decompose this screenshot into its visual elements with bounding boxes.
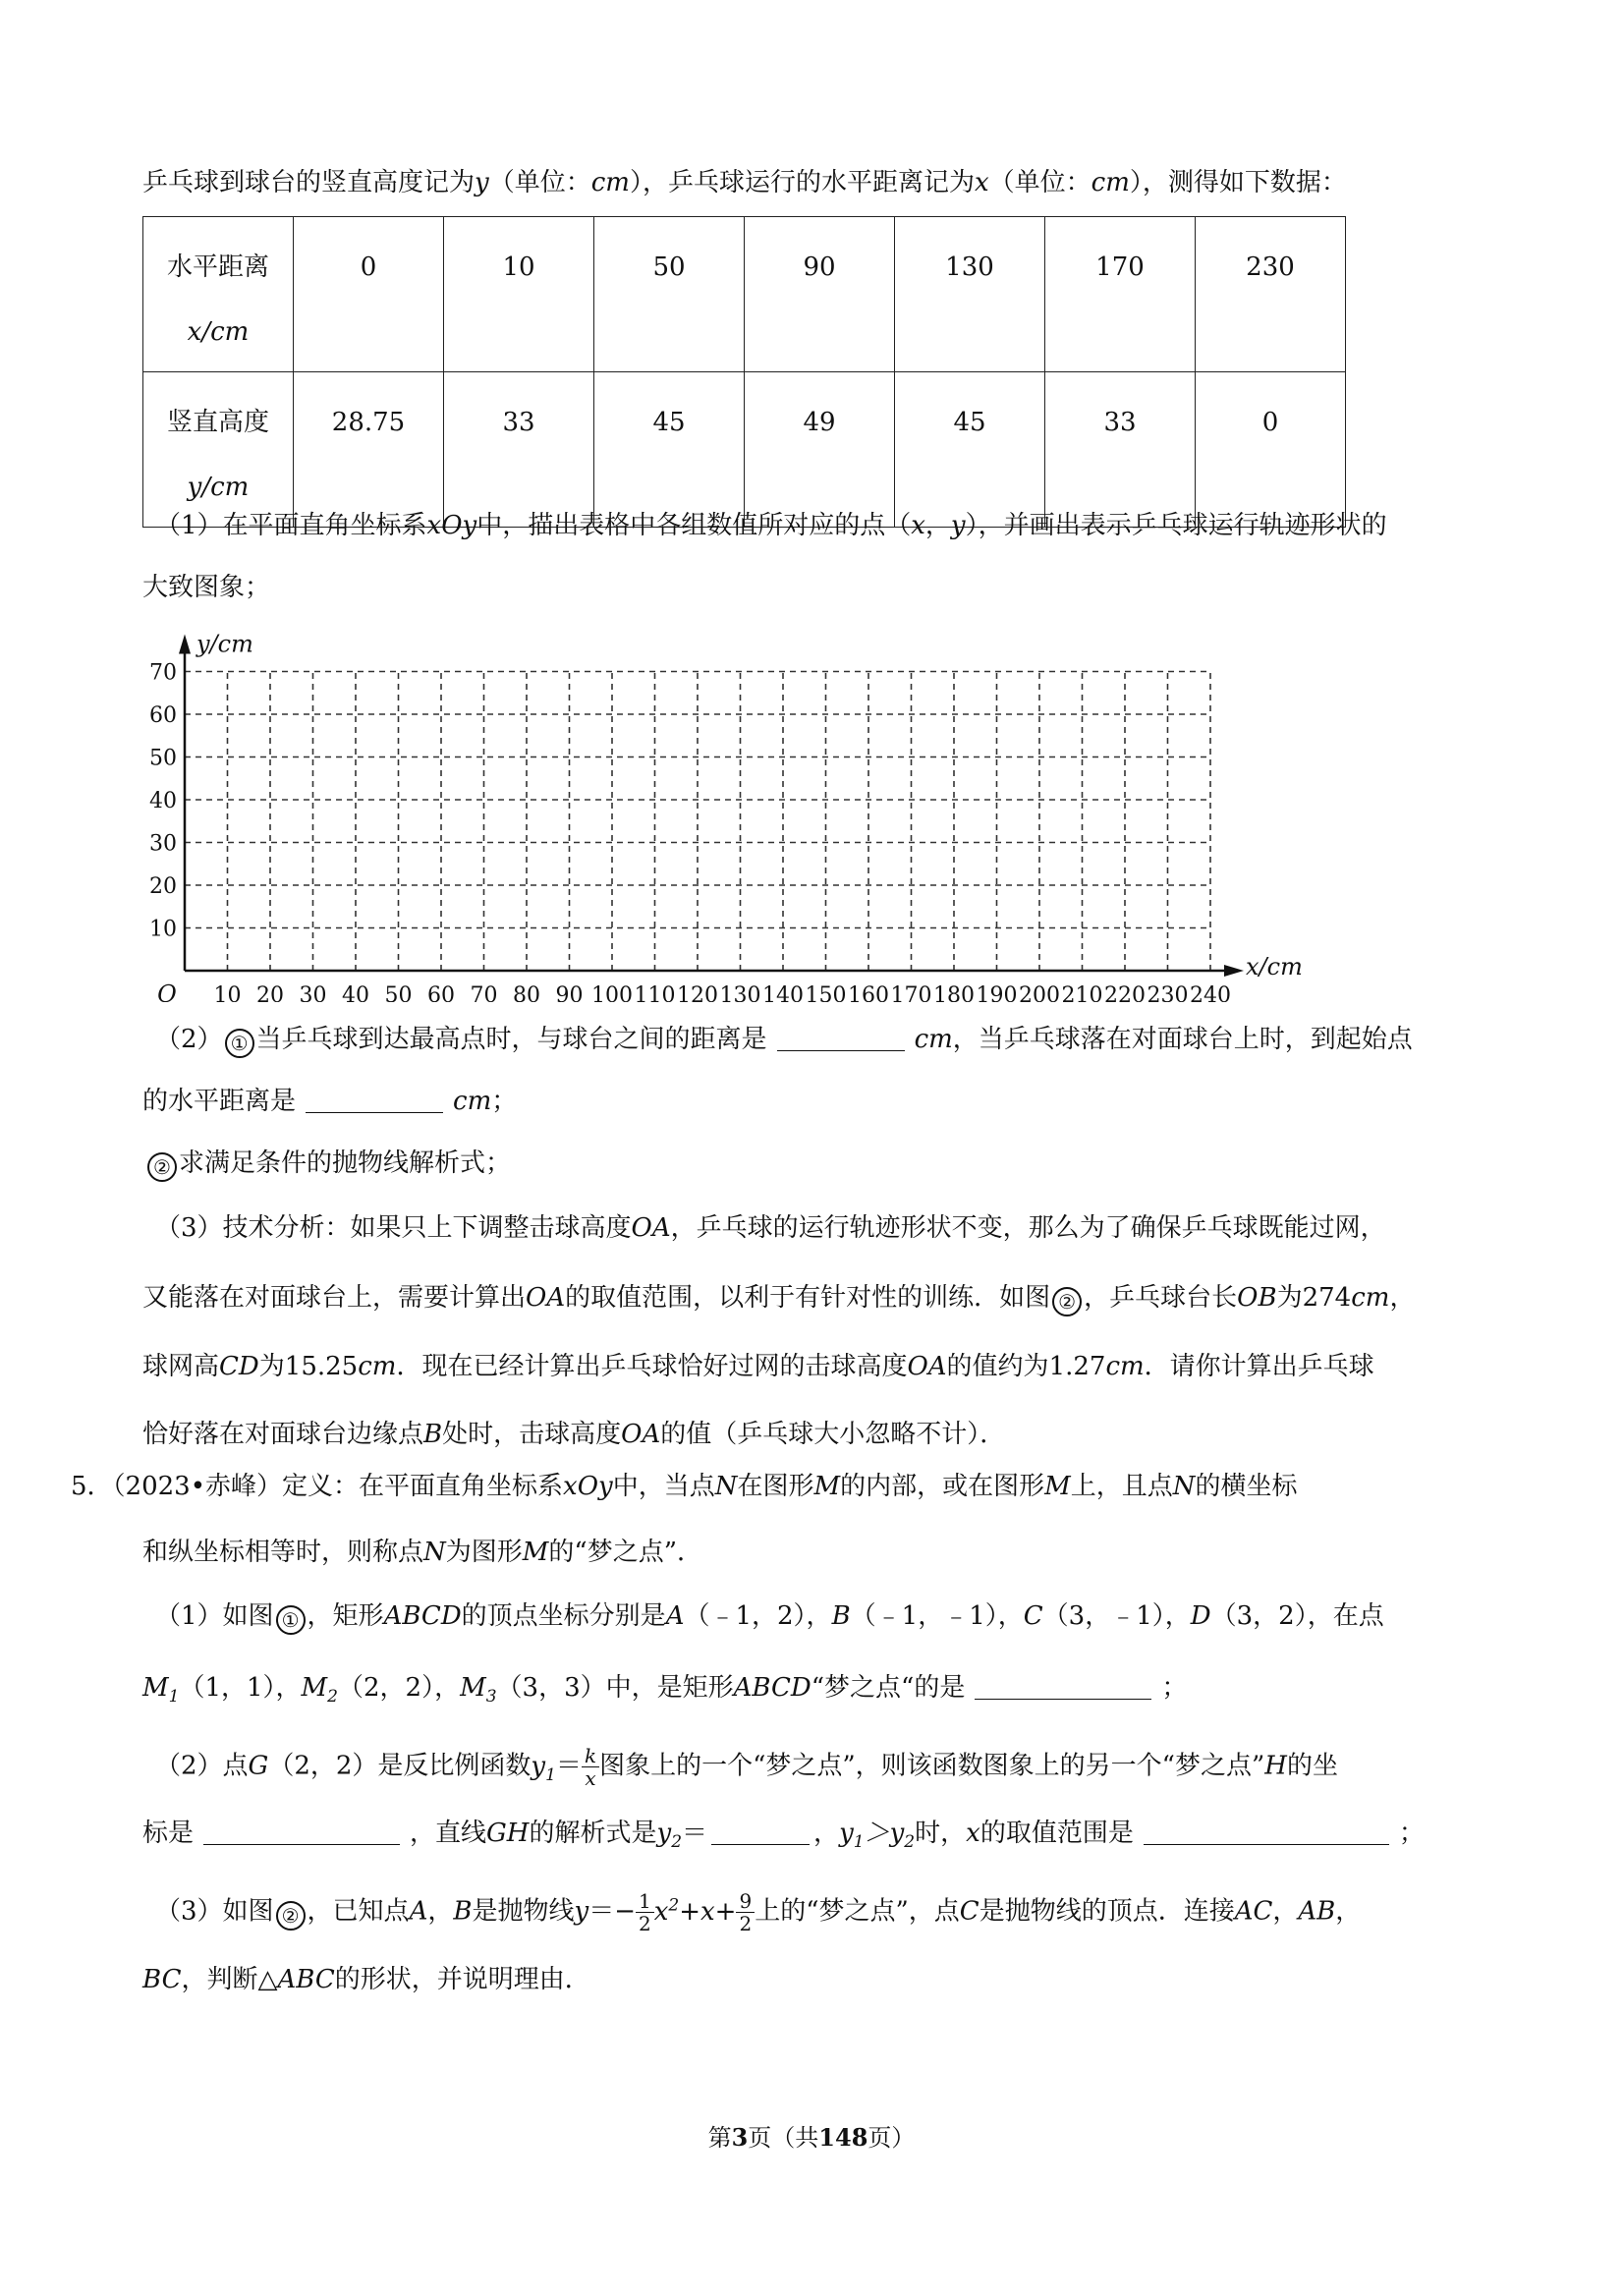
segment-ab: AB [1298,1896,1336,1927]
point-a: A [665,1601,685,1631]
fraction-numerator: 9 [736,1890,755,1913]
comma: ， [924,511,951,540]
coord-system: xOy [426,511,477,540]
point-m2: $M_2$ [301,1673,338,1708]
rect-abcd: ABCD [383,1601,462,1631]
p5-text: 和纵坐标相等时，则称点 [142,1538,424,1567]
x-tick-label: 220 [1104,983,1146,1002]
p5-text: 的内部，或在图形 [840,1472,1045,1501]
footer-text: 页） [867,2124,916,2152]
data-table [142,216,1346,528]
problem-5-sub-2-line-1 [155,1745,1338,1789]
fraction-k-over-x [582,1745,599,1789]
figure-m: M [813,1472,841,1501]
x-axis-label: x/cm [1246,953,1303,980]
q2-text: ； [491,1087,518,1116]
figure-m: M [1044,1472,1071,1501]
p5-text: （3）如图 [155,1896,274,1927]
p5-text: ； [1398,1819,1425,1848]
x-axis-arrow-icon [1224,965,1244,977]
x-tick-label: 60 [427,983,455,1002]
p5-text: 中，当点 [612,1472,715,1501]
equals-sign: ＝ [555,1751,582,1781]
point-h: H [1264,1751,1287,1781]
p5-text: “梦之点“的是 [811,1673,966,1703]
point-d: D [1190,1601,1211,1631]
value-274: 274 [1302,1283,1352,1313]
unit-cm: cm [1091,168,1130,197]
p5-text: 的坐 [1286,1751,1338,1781]
point-b: B [831,1601,851,1631]
point-m1: $M_1$ [142,1673,180,1708]
q3-text: 处时，击球高度 [442,1420,622,1449]
problem-5-line-2 [142,1535,702,1570]
y1-gt-y2: $y_1>y_2$ [839,1819,916,1853]
y-tick-label: 20 [149,874,177,899]
circled-one-icon: ① [276,1605,306,1635]
value-1-27: 1.27 [1048,1352,1106,1381]
table-cell: 45 [594,372,745,528]
table-cell: 230 [1196,217,1346,372]
q2-text: ，当乒乓球落在对面球台上时，到起始点 [952,1025,1413,1054]
x-tick-label: 140 [762,983,804,1002]
fraction-denominator: x [585,1766,596,1790]
p5-text: （2）点 [155,1751,249,1781]
coord: （1，1）， [179,1673,302,1703]
circled-one-icon: ① [225,1029,254,1058]
origin-label: O [157,980,177,1002]
fraction-half [636,1890,654,1934]
fraction-nine-halves [736,1890,755,1934]
table-cell: 0 [1196,372,1346,528]
p5-text: ， [1335,1896,1362,1927]
question-3-line-2 [142,1280,1415,1316]
p5-text: ，直线 [410,1819,487,1848]
p5-text: 的取值范围是 [979,1819,1134,1848]
var-x: x [966,1819,980,1848]
p5-text: 的顶点坐标分别是 [461,1601,666,1631]
x-tick-label: 150 [805,983,847,1002]
p5-text: 时， [915,1819,967,1848]
table-cell: 130 [895,217,1045,372]
total-pages: 148 [818,2123,868,2152]
point-g: G [248,1751,269,1781]
y-axis-label: y/cm [196,630,253,658]
point-b: B [453,1896,473,1927]
q1-text: 中，描出表格中各组数值所对应的点（ [476,511,912,540]
q3-text: 的值约为 [946,1352,1049,1381]
segment-ob: OB [1237,1283,1277,1313]
table-cell: 170 [1045,217,1196,372]
q3-text: ， [1389,1283,1416,1313]
x-tick-label: 70 [470,983,498,1002]
circled-two-icon: ② [1052,1287,1082,1316]
p5-text: （2，2）是反比例函数 [268,1751,532,1781]
q1-text: 大致图象； [142,573,271,602]
circled-two-icon: ② [276,1901,306,1931]
unit-cm: cm [590,168,630,197]
table-cell: 90 [745,217,895,372]
table-header-cell [143,372,294,528]
p5-text: ，判断△ [181,1965,278,1994]
answer-blank[interactable] [975,1673,1151,1700]
p5-text: ； [1161,1673,1188,1703]
coord: （﹣1，2）， [684,1601,832,1631]
page-number: 3 [731,2123,749,2152]
table-cell: 10 [444,217,594,372]
x-tick-label: 230 [1147,983,1189,1002]
unit-label: （单位： [488,168,591,197]
p5-text: 图象上的一个“梦之点”，则该函数图象上的另一个“梦之点” [599,1751,1265,1781]
q3-text: ，乒乓球的运行轨迹形状不变，那么为了确保乒乓球既能过网， [670,1213,1386,1243]
q3-text: 为 [1276,1283,1303,1313]
value-15-25: 15.25 [284,1352,359,1381]
p5-text: 5．（2023•赤峰）定义：在平面直角坐标系 [71,1472,564,1501]
q3-text: ，乒乓球台长 [1084,1283,1238,1313]
answer-blank[interactable] [306,1087,443,1113]
unit-cm: cm [914,1025,953,1054]
x-tick-label: 190 [976,983,1018,1002]
q3-text: ．现在已经计算出乒乓球恰好过网的击球高度 [396,1352,908,1381]
unit-cm: cm [1351,1283,1390,1313]
q3-text: 又能落在对面球台上，需要计算出 [142,1283,527,1313]
coord: （﹣1，﹣1）， [850,1601,1024,1631]
x-tick-label: 180 [933,983,975,1002]
y-tick-label: 60 [149,703,177,728]
circled-two-icon: ② [147,1152,177,1182]
x-tick-label: 100 [591,983,633,1002]
question-1-line-2 [142,570,270,605]
answer-blank[interactable] [1144,1819,1389,1845]
unit-label: （单位： [988,168,1091,197]
x-tick-label: 110 [634,983,676,1002]
row-header: 水平距离 [166,252,269,282]
parabola-eq-y: y [574,1896,589,1927]
row-unit: y/cm [187,473,250,502]
problem-5-sub-1-line-1 [155,1598,1384,1635]
p5-text: 上，且点 [1070,1472,1173,1501]
x-tick-label: 210 [1061,983,1103,1002]
x-tick-label: 10 [213,983,242,1002]
unit-cm: cm [1105,1352,1145,1381]
q2-text: （2） [155,1025,223,1054]
table-cell: 0 [294,217,444,372]
table-cell: 50 [594,217,745,372]
problem-5-sub-3-line-2 [142,1962,590,1997]
question-3-line-4 [142,1417,1005,1452]
q2-text: 当乒乓球到达最高点时，与球台之间的距离是 [255,1025,767,1054]
fraction-numerator: k [582,1745,599,1767]
x-tick-label: 80 [513,983,540,1002]
p5-text: 为图形 [445,1538,523,1567]
coord: （3，2），在点 [1210,1601,1384,1631]
table-cell: 28.75 [294,372,444,528]
segment-oa: OA [631,1213,671,1243]
var-x: x [974,168,989,197]
p5-text: ， [1272,1896,1299,1927]
p5-text: ， [427,1896,454,1927]
q3-text: 的取值范围，以利于有针对性的训练．如图 [565,1283,1051,1313]
p5-text: 在图形 [737,1472,814,1501]
point-n: N [1172,1472,1196,1501]
p5-text: （3，3）中，是矩形 [496,1673,734,1703]
y-tick-label: 50 [149,746,177,771]
p5-text: ， [813,1819,840,1848]
intro-line [142,165,1347,200]
q2-text: 的水平距离是 [142,1087,297,1116]
triangle-abc: ABC [277,1965,335,1994]
figure-m: M [522,1538,549,1567]
q3-text: 为 [258,1352,285,1381]
table-row [143,217,1346,372]
question-1-line-1 [155,508,1387,543]
p5-text: 的“梦之点”． [548,1538,702,1567]
point-n: N [423,1538,446,1567]
answer-blank[interactable] [777,1025,905,1051]
p5-text: 是抛物线 [472,1896,575,1927]
footer-text: 页（共 [748,2124,819,2152]
var-y: y [475,168,489,197]
unit-cm: cm [358,1352,397,1381]
table-cell: 33 [444,372,594,528]
q3-text: 恰好落在对面球台边缘点 [142,1420,424,1449]
point-c: C [959,1896,979,1927]
segment-oa: OA [621,1420,661,1449]
row-header: 竖直高度 [166,408,269,437]
y-axis-arrow-icon [179,635,191,654]
q3-text: 球网高 [142,1352,220,1381]
point-c: C [1023,1601,1043,1631]
q1-text: （1）在平面直角坐标系 [155,511,427,540]
x-tick-label: 50 [384,983,413,1002]
coordinate-grid [128,614,1336,1002]
y-tick-label: 40 [149,789,177,813]
point-b: B [423,1420,443,1449]
row-unit: x/cm [187,317,250,347]
p5-text: ，矩形 [307,1601,384,1631]
segment-ac: AC [1234,1896,1273,1927]
y-tick-label: 10 [149,917,177,942]
y1-var: $y_1$ [531,1751,556,1785]
unit-cm: cm [453,1087,492,1116]
q2-text: 求满足条件的抛物线解析式； [179,1148,512,1178]
point-m3: $M_3$ [460,1673,497,1708]
point-n: N [714,1472,738,1501]
x-tick-label: 30 [299,983,327,1002]
question-2-line-1 [155,1022,1413,1058]
equals-minus: ＝− [588,1896,636,1927]
table-cell: 45 [895,372,1045,528]
question-2-line-2 [142,1084,517,1119]
table-cell: 33 [1045,372,1196,528]
p5-text: 标是 [142,1819,195,1848]
x-tick-label: 120 [677,983,718,1002]
var-x: x [911,511,925,540]
x-tick-label: 40 [342,983,369,1002]
question-2-line-3 [145,1146,511,1182]
q3-text: 的值（乒乓球大小忽略不计）． [660,1420,1006,1449]
segment-oa: OA [526,1283,566,1313]
x-squared: $x^2+x+$ [653,1894,737,1927]
answer-blank[interactable] [203,1819,400,1845]
point-a: A [409,1896,428,1927]
x-tick-label: 170 [890,983,932,1002]
footer-text: 第 [707,2124,732,2152]
x-tick-label: 200 [1019,983,1060,1002]
coord: （3，﹣1）， [1042,1601,1191,1631]
segment-bc: BC [142,1965,182,1994]
question-3-line-3 [142,1349,1374,1384]
p5-text: 的解析式是 [529,1819,657,1848]
p5-text: 的形状，并说明理由． [334,1965,590,1994]
x-tick-label: 160 [848,983,889,1002]
p5-text: 的横坐标 [1195,1472,1298,1501]
table-cell: 49 [745,372,895,528]
q3-text: ．请你计算出乒乓球 [1144,1352,1374,1381]
y-tick-label: 70 [149,660,177,686]
rect-abcd: ABCD [733,1673,812,1703]
line-gh: GH [486,1819,530,1848]
table-row [143,372,1346,528]
segment-oa: OA [907,1352,947,1381]
p5-text: （1）如图 [155,1601,274,1631]
coord: （2，2）， [338,1673,461,1703]
y-tick-label: 30 [149,831,177,857]
p5-text: ，已知点 [307,1896,410,1927]
x-tick-label: 130 [719,983,761,1002]
answer-blank[interactable] [711,1819,810,1845]
intro-text: ），乒乓球运行的水平距离记为 [629,168,975,197]
problem-5-line-1 [71,1469,1298,1504]
p5-text: 上的“梦之点”，点 [755,1896,960,1927]
table-header-cell [143,217,294,372]
intro-text: ），测得如下数据： [1129,168,1347,197]
intro-text: 乒乓球到球台的竖直高度记为 [142,168,476,197]
q1-text: ），并画出表示乒乓球运行轨迹形状的 [965,511,1387,540]
x-tick-label: 90 [555,983,584,1002]
page-footer [0,2118,1623,2153]
segment-cd: CD [219,1352,259,1381]
question-3-line-1 [155,1210,1386,1246]
problem-5-sub-3-line-1 [155,1890,1361,1934]
x-tick-label: 20 [256,983,284,1002]
y2-var: $y_2$ [656,1819,683,1853]
p5-text: 是抛物线的顶点．连接 [979,1896,1235,1927]
coord-system: xOy [563,1472,613,1501]
problem-5-sub-1-line-2 [142,1670,1187,1706]
fraction-numerator: 1 [636,1890,654,1913]
fraction-denominator: 2 [739,1912,753,1935]
equals-sign: ＝ [682,1819,708,1848]
problem-5-sub-2-line-2 [142,1816,1425,1851]
fraction-denominator: 2 [638,1912,651,1935]
x-tick-label: 240 [1190,983,1231,1002]
q3-text: （3）技术分析：如果只上下调整击球高度 [155,1213,632,1243]
var-y: y [950,511,966,540]
